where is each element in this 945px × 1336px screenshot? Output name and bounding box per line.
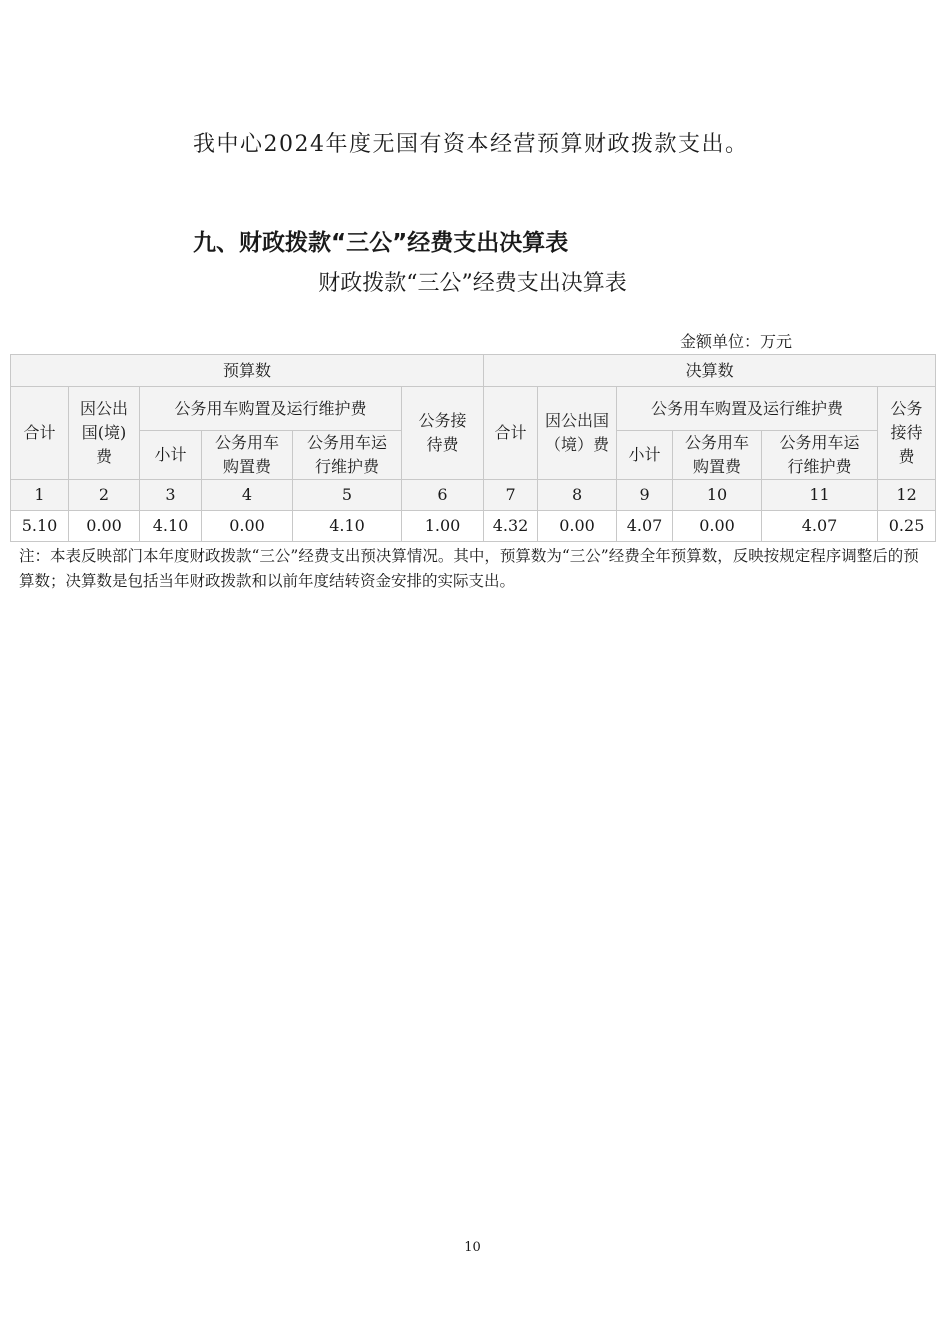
value-cell: 0.00 — [69, 511, 140, 542]
value-cell: 0.00 — [673, 511, 762, 542]
three-public-expenses-table — [10, 354, 936, 542]
column-number: 9 — [617, 480, 673, 511]
column-number: 6 — [402, 480, 484, 511]
header-budget-reception: 公务接待费 — [402, 387, 484, 480]
page-number: 10 — [464, 1240, 481, 1255]
header-budget-abroad: 因公出国(境)费 — [69, 387, 140, 480]
header-final-total: 合计 — [484, 387, 538, 480]
value-cell: 4.32 — [484, 511, 538, 542]
value-cell: 0.00 — [538, 511, 617, 542]
header-budget-vehicle-purchase: 公务用车购置费 — [202, 431, 293, 480]
value-cell: 4.07 — [617, 511, 673, 542]
group-header-final: 决算数 — [484, 355, 936, 387]
column-number: 5 — [293, 480, 402, 511]
header-final-abroad: 因公出国（境）费 — [538, 387, 617, 480]
value-cell: 4.07 — [762, 511, 878, 542]
header-budget-subtotal: 小计 — [140, 431, 202, 480]
header-final-vehicle-group: 公务用车购置及运行维护费 — [617, 387, 878, 431]
value-cell: 5.10 — [11, 511, 69, 542]
column-number: 10 — [673, 480, 762, 511]
column-number: 8 — [538, 480, 617, 511]
table-note: 注：本表反映部门本年度财政拨款“三公”经费支出预决算情况。其中，预算数为“三公”经费全年预算数，反映按规定程序调整后的预算数；决算数是包括当年财政拨款和以前年度结转资金安排的实际支出。 — [19, 547, 919, 590]
column-number: 3 — [140, 480, 202, 511]
column-number: 7 — [484, 480, 538, 511]
column-number: 4 — [202, 480, 293, 511]
header-budget-vehicle-group: 公务用车购置及运行维护费 — [140, 387, 402, 431]
unit-label: 金额单位：万元 — [680, 332, 793, 351]
section-heading: 九、财政拨款“三公”经费支出决算表 — [193, 230, 569, 256]
header-final-vehicle-operation: 公务用车运行维护费 — [762, 431, 878, 480]
table-title: 财政拨款“三公”经费支出决算表 — [318, 271, 627, 296]
value-cell: 1.00 — [402, 511, 484, 542]
column-number: 2 — [69, 480, 140, 511]
column-number: 12 — [878, 480, 936, 511]
header-final-vehicle-purchase: 公务用车购置费 — [673, 431, 762, 480]
header-final-reception: 公务接待费 — [878, 387, 936, 480]
header-budget-vehicle-operation: 公务用车运行维护费 — [293, 431, 402, 480]
header-budget-total: 合计 — [11, 387, 69, 480]
group-header-budget: 预算数 — [11, 355, 484, 387]
column-number: 11 — [762, 480, 878, 511]
intro-paragraph: 我中心2024年度无国有资本经营预算财政拨款支出。 — [193, 132, 749, 157]
header-final-subtotal: 小计 — [617, 431, 673, 480]
value-cell: 0.00 — [202, 511, 293, 542]
value-cell: 4.10 — [293, 511, 402, 542]
value-cell: 4.10 — [140, 511, 202, 542]
column-number: 1 — [11, 480, 69, 511]
value-cell: 0.25 — [878, 511, 936, 542]
